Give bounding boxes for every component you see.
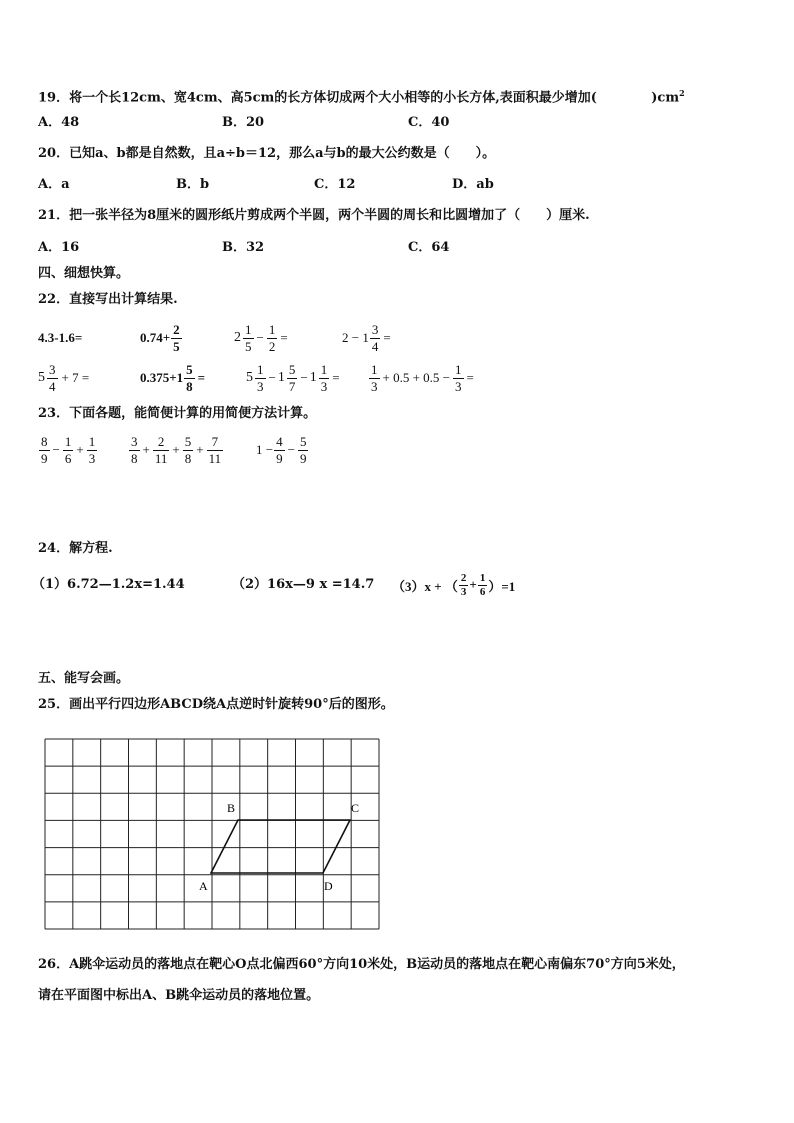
q23-expr-1: $\frac{8}{9}$ − $\frac{1}{6}$ + $\frac{1}{3}$ [41, 433, 96, 466]
grid-lines [45, 739, 379, 929]
vertex-label-c: C [351, 801, 360, 815]
q19-option-a: A．48 [38, 115, 80, 130]
q22-expr-2: 0.74+ $\frac{2}{5}$ [140, 321, 180, 354]
q24-stem: 24．解方程. [38, 541, 113, 556]
q19-option-b: B．20 [222, 115, 265, 130]
q22-expr-5: 5 $\frac{3}{4}$ + 7 = [38, 361, 90, 394]
fraction: $\frac{2}{5}$ [173, 321, 180, 354]
q22-expr-6: 0.375+1 $\frac{5}{8}$ = [140, 361, 206, 394]
q20-option-b: B．b [176, 177, 210, 192]
q26-line-2: 请在平面图中标出A、B跳伞运动员的落地位置。 [38, 988, 320, 1003]
q22-expr-8: $\frac{1}{3}$ + 0.5 + 0.5 − $\frac{1}{3}$ = [371, 361, 474, 394]
q25-stem: 25．画出平行四边形ABCD绕A点逆时针旋转90°后的图形。 [38, 697, 394, 712]
section-4-heading: 四、细想快算。 [38, 266, 130, 281]
q24-part-2: （2）16x—9 x =14.7 [232, 577, 375, 592]
vertex-label-b: B [227, 801, 236, 815]
q21-stem: 21．把一张半径为8厘米的圆形纸片剪成两个半圆，两个半圆的周长和比圆增加了（ ）厘米. [38, 208, 590, 223]
q20-stem: 20．已知a、b都是自然数，且a÷b＝12，那么a与b的最大公约数是（ ）。 [38, 146, 496, 161]
q26-line-1: 26．A跳伞运动员的落地点在靶心O点北偏西60°方向10米处，B运动员的落地点在靶心南偏东70°方向5米处， [38, 957, 685, 972]
q23-stem: 23．下面各题，能简便计算的用简便方法计算。 [38, 406, 317, 421]
q21-option-a: A．16 [38, 240, 80, 255]
q23-expr-3: 1 − $\frac{4}{9}$ − $\frac{5}{9}$ [256, 433, 307, 466]
q21-option-c: C．64 [408, 240, 450, 255]
vertex-label-d: D [324, 879, 333, 893]
q20-option-d: D．ab [452, 177, 494, 192]
q20-option-a: A．a [38, 177, 70, 192]
section-5-heading: 五、能写会画。 [38, 671, 130, 686]
q19-option-c: C．40 [408, 115, 450, 130]
parallelogram-abcd [211, 820, 350, 873]
q25-grid-figure [44, 738, 380, 930]
q20-option-c: C．12 [314, 177, 356, 192]
q21-option-b: B．32 [222, 240, 265, 255]
q24-part-3: （3）x + （ $\frac{2}{3}$ + $\frac{1}{6}$ ）=1 [392, 571, 516, 598]
q19-stem: 19．将一个长12cm、宽4cm、高5cm的长方体切成两个大小相等的小长方体,表面积最少增加( )$cm^2$ [38, 88, 685, 106]
q22-expr-4: 2 − 1 $\frac{3}{4}$ = [342, 321, 391, 354]
q24-part-1: （1）6.72—1.2x=1.44 [32, 577, 185, 592]
q23-expr-2: $\frac{3}{8}$ + $\frac{2}{11}$ + $\frac{5}{8}$ + $\frac{7}{11}$ [131, 433, 222, 466]
q22-expr-1: 4.3-1.6= [38, 330, 83, 345]
q22-expr-3: 2 $\frac{1}{5}$ − $\frac{1}{2}$ = [234, 321, 288, 354]
vertex-label-a: A [199, 879, 208, 893]
q22-expr-7: 5 $\frac{1}{3}$ − 1 $\frac{5}{7}$ − 1 $\frac{1}{3}$ = [246, 361, 340, 394]
q22-stem: 22．直接写出计算结果. [38, 292, 178, 307]
